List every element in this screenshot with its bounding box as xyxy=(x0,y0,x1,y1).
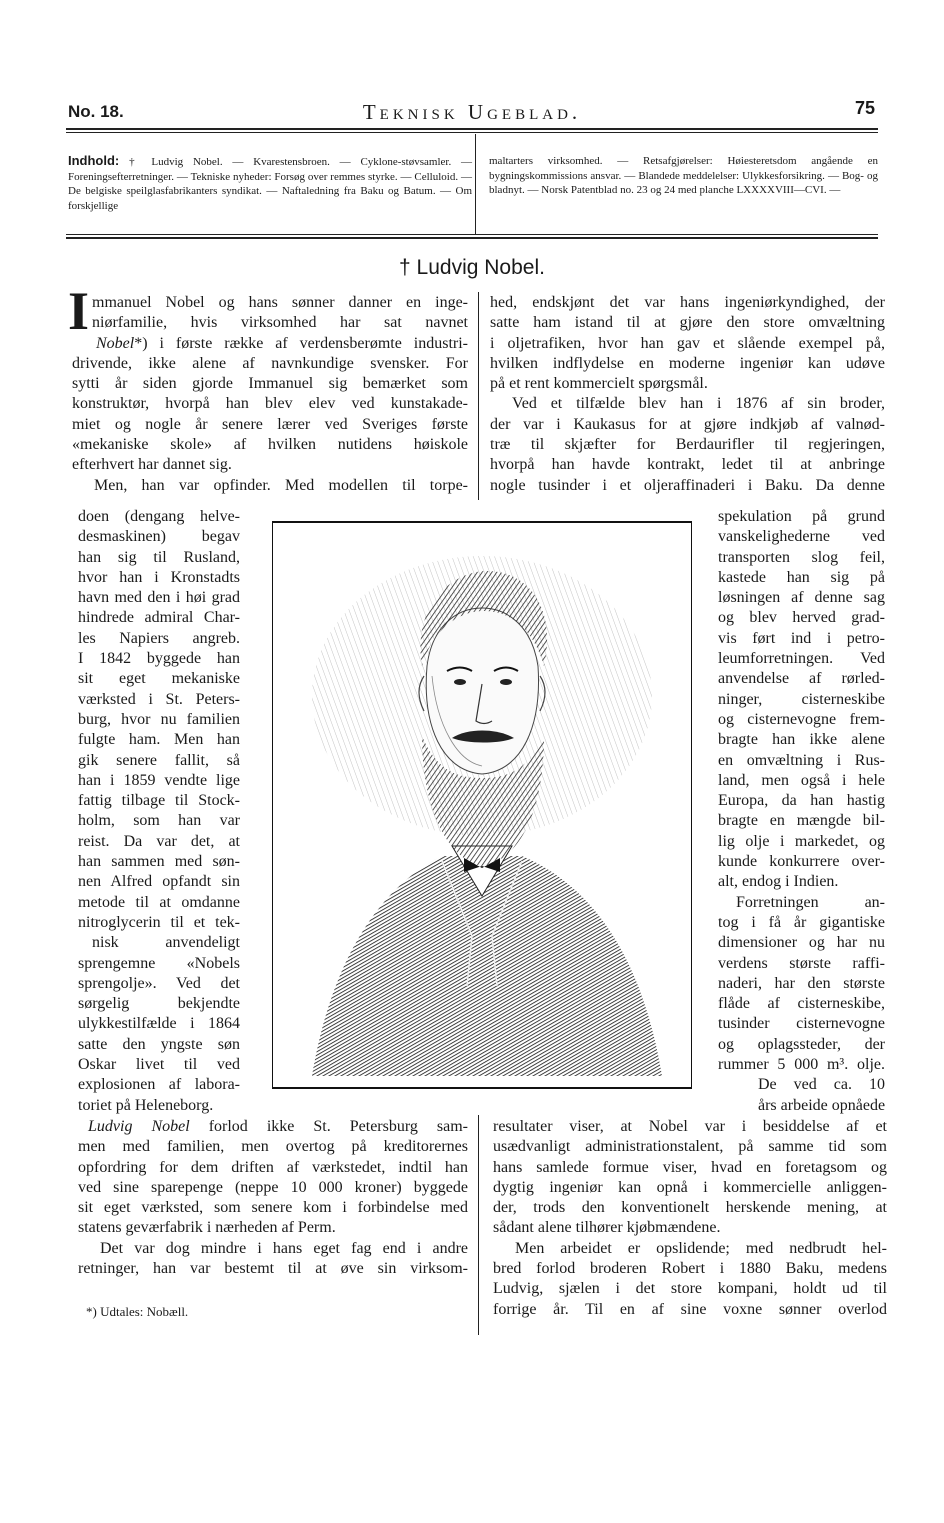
text-line: efterhvert har dannet sig. xyxy=(72,456,232,474)
column-divider-bottom xyxy=(478,1115,479,1335)
text-line: der var i Kaukasus for at gjøre indkjøb af valnød- xyxy=(490,415,885,433)
text-line: miet og nogle år senere lærer ved Sveriges første xyxy=(72,415,468,433)
ludvig-nobel-italic: Ludvig Nobel xyxy=(88,1118,190,1135)
text-line: sit eget mekaniske xyxy=(78,670,240,688)
contents-divider xyxy=(475,134,476,234)
text-line: *) i første række af verdensberømte industri- xyxy=(134,334,468,352)
text-line: sådant alene tilhører kjøbmændene. xyxy=(493,1219,721,1237)
text-line: toriet på Heleneborg. xyxy=(78,1096,214,1114)
left-column-top xyxy=(68,281,468,496)
right-column-bottom xyxy=(493,1117,887,1320)
right-column-top xyxy=(490,293,885,496)
text-line: konstruktør, hvorpå han blev elev ved kunstakade- xyxy=(72,395,468,413)
right-wrap-column xyxy=(718,507,885,1116)
text-line: nisk anvendeligt xyxy=(92,934,240,952)
text-line: men med familien, men overtog på kreditorernes xyxy=(78,1138,468,1156)
text-line: leumforretningen. Ved xyxy=(718,650,885,668)
text-line: holm, som han var xyxy=(78,812,240,830)
text-line xyxy=(72,334,468,354)
page-number: 75 xyxy=(855,98,876,118)
text-line: ninger, cisterneskibe xyxy=(718,690,885,708)
text-line: les Napiers angreb. xyxy=(78,629,240,647)
text-line: reist. Da var det, at xyxy=(78,832,240,850)
contents-right-text: maltarters virksomhed. — Retsafgjørelser: Høiesteretsdom angående en bygningskommissions ansvar. — Blandede meddelelser: Ulykkesforsikring. — Bog- og bladnyt. — Norsk Patentblad no. 23 og 24 med planche LXXXXVIII—CVI. — xyxy=(489,155,878,196)
text-line: bragte han ikke alene xyxy=(718,731,885,749)
text-line: bragte en mængde bil- xyxy=(718,812,885,830)
text-line: hvilken indflydelse en moderne ingeniør kan udøve xyxy=(490,354,885,372)
text-line: bred forlod broderen Robert i 1880 Baku, medens xyxy=(493,1260,887,1278)
contents-rule-1 xyxy=(66,234,878,235)
text-line: træ til skjæfter for Berdaurifler til regjeringen, xyxy=(490,436,885,454)
header-rule-top xyxy=(66,128,878,130)
text-line: usædvanligt administrationstalent, på samme tid som xyxy=(493,1138,887,1156)
text-line: hvorpå han havde kontrakt, ledet til at anbringe xyxy=(490,456,885,474)
text-line: gik senere fallit, så xyxy=(78,751,240,769)
text-line: tusinder cisternevogne xyxy=(718,1015,885,1033)
text-line: hed, endskjønt det var hans ingeniørkyndighed, der xyxy=(490,294,885,311)
issue-number: No. 18. xyxy=(68,102,124,121)
text-line: rummer 5 000 m³. olje. xyxy=(718,1056,885,1074)
text-line: niørfamilie, hvis virksomhed har sat navnet xyxy=(92,314,468,332)
text-line: fulgte ham. Men han xyxy=(78,731,240,749)
text-line: der, trods den konventionelt herskende mening, at xyxy=(493,1199,887,1217)
text-line: ulykkestilfælde i 1864 xyxy=(78,1015,240,1033)
text-line: Ved et tilfælde blev han i 1876 af sin broder, xyxy=(512,395,885,413)
text-line: hvor han i Kronstadts xyxy=(78,568,240,586)
text-line: nen Alfred opfandt sin xyxy=(78,873,240,891)
nobel-italic: Nobel xyxy=(96,334,135,352)
text-line: tog i få år gigantiske xyxy=(718,913,885,931)
journal-title: Teknisk Ugeblad. xyxy=(362,100,582,124)
text-line: og oplagssteder, der xyxy=(718,1035,885,1053)
text-line: Men, han var opfinder. Med modellen til torpe- xyxy=(94,476,468,494)
text-line: ved sine sparepenge (neppe 10 000 kroner) byggede xyxy=(78,1178,468,1196)
column-divider-top xyxy=(478,292,479,500)
text-line: forrige år. Til en af sine voxne sønner overlod xyxy=(493,1300,887,1318)
text-line: sprengemne «Nobels xyxy=(78,954,240,972)
text-line: metode til at omdanne xyxy=(78,893,240,911)
text-line: vanskelighederne ved xyxy=(718,528,885,546)
portrait-frame xyxy=(272,516,692,1092)
text-line: forlod ikke St. Petersburg sam- xyxy=(189,1118,468,1135)
text-line: hans samlede formue viser, hvad en foretagsom og xyxy=(493,1158,887,1176)
text-line: drivende, ikke alene af navnkundige svensker. For xyxy=(72,354,468,372)
text-line: Europa, da han hastig xyxy=(718,792,885,810)
text-line: burg, hvor nu familien xyxy=(78,710,240,728)
text-line: resultater viser, at Nobel var i besiddelse af et xyxy=(493,1118,887,1135)
text-line: løsningen af denne sag xyxy=(718,589,885,607)
text-line: kunde konkurrere over- xyxy=(718,853,885,871)
text-line: «mekaniske skole» af hvilken nutidens høiskole xyxy=(72,436,468,454)
text-line: Det var dog mindre i hans eget fag end i andre xyxy=(100,1239,468,1257)
text-line: land, men også i hele xyxy=(718,771,885,789)
contents-left xyxy=(68,154,472,213)
text-line: statens geværfabrik i nærheden af Perm. xyxy=(78,1219,336,1237)
text-line: verdens største raffi- xyxy=(718,954,885,972)
text-line: sprengolje». Ved det xyxy=(78,974,240,992)
text-line: kastede han sig på xyxy=(718,568,885,586)
text-line: han i 1859 vendte lige xyxy=(78,771,240,789)
text-line: retninger, han var bestemt til at øve sin virksom- xyxy=(78,1260,468,1278)
text-line: værksted i St. Peters- xyxy=(78,690,240,708)
text-line: havn med den i høi grad xyxy=(78,589,240,607)
text-line: naderi, har den største xyxy=(718,974,885,992)
text-line: desmaskinen) begav xyxy=(78,528,240,546)
text-line: i oljetrafiken, hvor han gav et slående exempel på, xyxy=(490,334,885,352)
text-line: sit eget værksted, som senere kom i forbindelse med xyxy=(78,1199,468,1217)
text-line: sørgelig bekjendte xyxy=(78,995,240,1013)
text-line: explosionen af labora- xyxy=(78,1076,240,1094)
text-line: han sammen med søn- xyxy=(78,853,240,871)
header-rule-bottom xyxy=(66,132,878,133)
text-line: Forretningen an- xyxy=(736,893,885,911)
text-line: og cisternevogne frem- xyxy=(718,710,885,728)
article-title: † Ludvig Nobel. xyxy=(399,256,545,279)
text-line: han sig til Rusland, xyxy=(78,548,240,566)
footnote: *) Udtales: Nobæll. xyxy=(86,1304,189,1319)
text-line: Ludvig, sjælen i det store kompani, holdt ud til xyxy=(493,1280,887,1298)
text-line: opfordring for dem driften af værkstedet, indtil han xyxy=(78,1158,468,1176)
text-line: mmanuel Nobel og hans sønner danner en inge- xyxy=(92,294,468,311)
text-line: spekulation på grund xyxy=(718,508,885,525)
text-line: hindrede admiral Char- xyxy=(78,609,240,627)
text-line: doen (dengang helve- xyxy=(78,508,240,525)
text-line: transporten slog feil, xyxy=(718,548,885,566)
text-line: sytti år siden gjorde Immanuel sig bemærket som xyxy=(72,375,468,393)
text-line: De ved ca. 10 xyxy=(758,1076,885,1094)
text-line: dimensioner og har nu xyxy=(718,934,885,952)
text-line: års arbeide opnåede xyxy=(758,1096,886,1114)
text-line: satte den yngste søn xyxy=(78,1035,240,1053)
text-line: Men arbeidet er opslidende; med nedbrudt hel- xyxy=(515,1239,887,1257)
contents-left-text: † Ludvig Nobel. — Kvarestensbroen. — Cyklone-støvsamler. — Foreningsefterretninger. — Tekniske nyheder: Forsøg over remmes styrke. — Celluloid. — De belgiske speilglasfabrikanters syndikat. — Naftaledning fra Baku og Batum. — Om forskjellige xyxy=(68,156,472,212)
text-line: vis ført ind i petro- xyxy=(718,629,885,647)
text-line: lig olje i markedet, og xyxy=(718,832,885,850)
text-line: en omvæltning i Rus- xyxy=(718,751,885,769)
text-line: Oskar livet til ved xyxy=(78,1056,240,1074)
text-line: nitroglycerin til et tek- xyxy=(78,913,240,931)
contents-rule-2 xyxy=(66,237,878,239)
left-wrap-column xyxy=(78,507,240,1116)
portrait-engraving-icon xyxy=(272,516,692,1092)
left-column-bottom xyxy=(78,1117,468,1279)
text-line: dygtig ingeniør kan opnå i kommercielle anliggen- xyxy=(493,1178,887,1196)
text-line: nogle tusinder i et oljeraffinaderi i Baku. Da denne xyxy=(490,476,885,494)
text-line: på et rent kommercielt spørgsmål. xyxy=(490,375,708,393)
drop-cap: I xyxy=(68,281,90,341)
text-line: anvendelse af rørled- xyxy=(718,670,885,688)
text-line: alt, endog i Indien. xyxy=(718,873,839,891)
contents-right xyxy=(489,154,878,198)
text-line: satte ham istand til at gjøre den store omvæltning xyxy=(490,314,885,332)
text-line: og blev herved grad- xyxy=(718,609,885,627)
contents-label: Indhold: xyxy=(68,153,120,168)
text-line xyxy=(78,1117,468,1137)
text-line: fattig tilbage til Stock- xyxy=(78,792,240,810)
text-line: flåde af cisterneskibe, xyxy=(718,995,885,1013)
text-line: I 1842 byggede han xyxy=(78,650,240,668)
